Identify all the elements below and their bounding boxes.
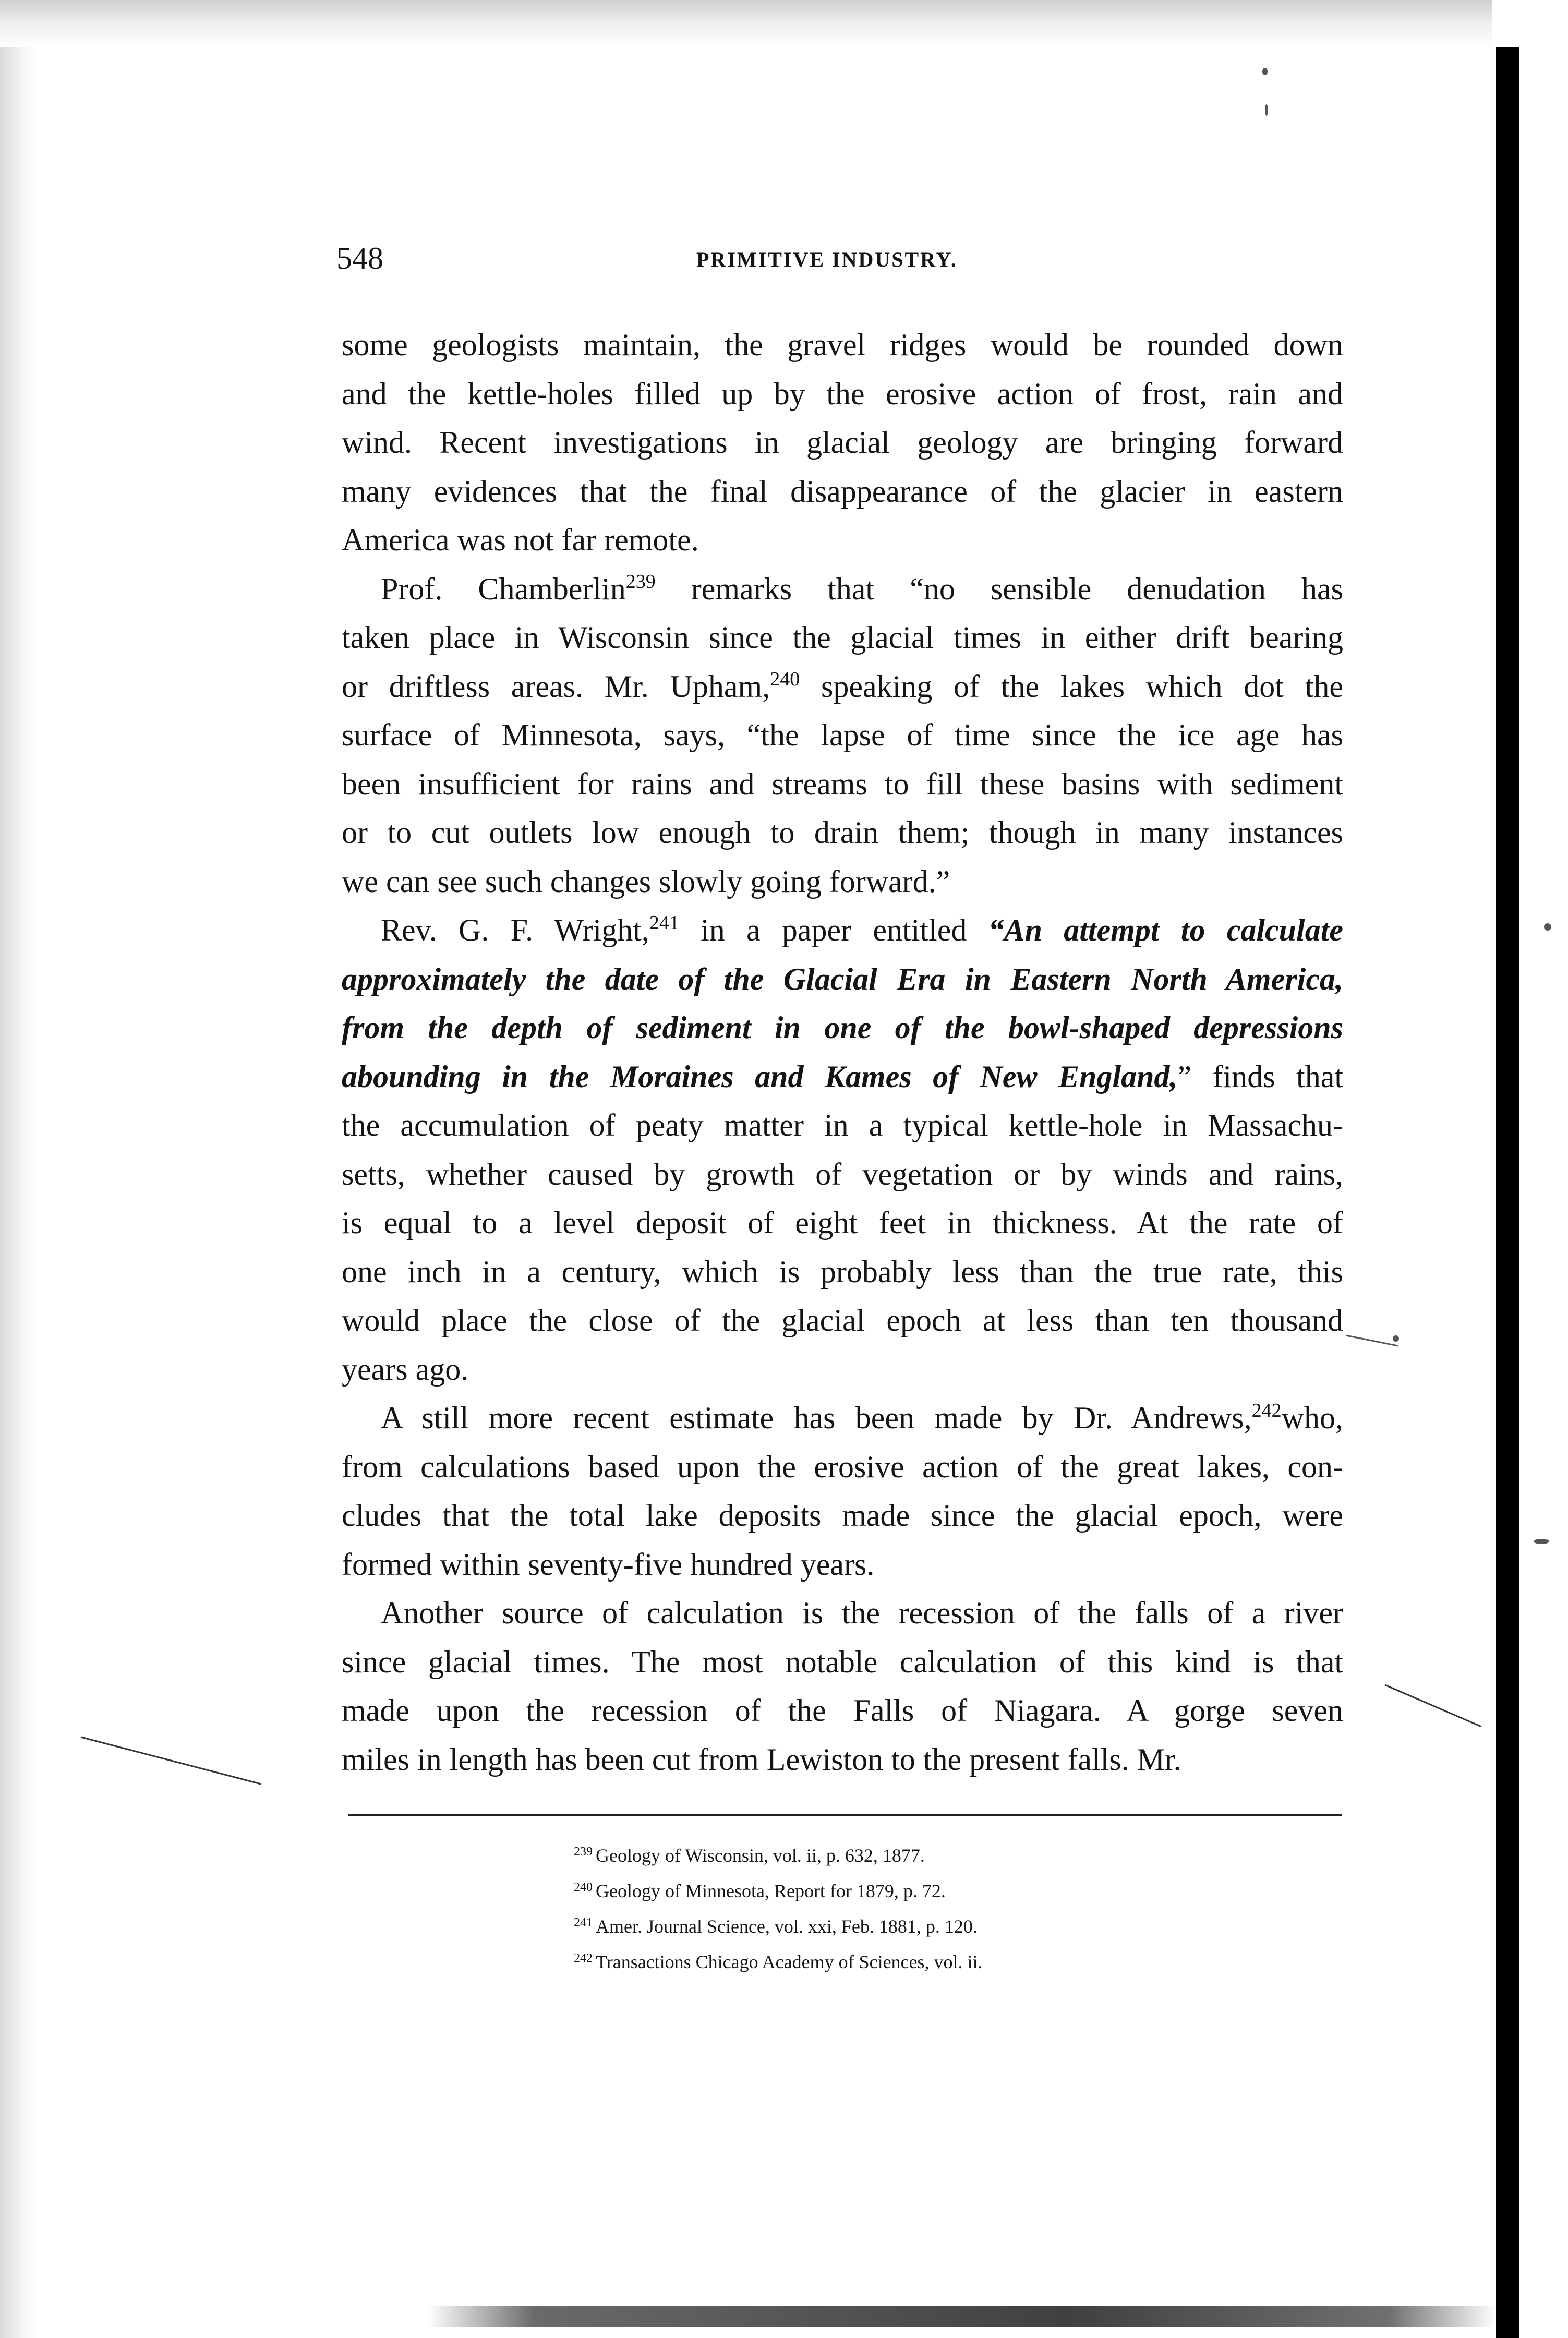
paragraph (342, 1394, 1343, 1589)
footnote-number: 241 (574, 1916, 593, 1930)
paragraph (342, 321, 1343, 565)
footnote-text: Transactions Chicago Academy of Sciences, vol. ii. (596, 1951, 983, 1972)
text-line: is equal to a level deposit of eight feet in thickness. At the rate of (342, 1206, 1343, 1240)
paragraph (342, 906, 1343, 1394)
text-line: the accumulation of peaty matter in a typical kettle-hole in Massachu- (342, 1108, 1343, 1142)
page-header (336, 237, 1343, 279)
text-line: many evidences that the final disappearance of the glacier in eastern (342, 474, 1343, 509)
footnote-text: Amer. Journal Science, vol. xxi, Feb. 1881, p. 120. (596, 1916, 978, 1937)
text-line: years ago. (342, 1352, 469, 1387)
footnote-ref: 239 (625, 570, 656, 593)
text-line: setts, whether caused by growth of vegetation or by winds and rains, (342, 1156, 1343, 1191)
text-line: A still more recent estimate has been made by Dr. Andrews,$^{242}$who, (381, 1400, 1343, 1435)
text-line (342, 955, 1343, 1004)
text-line: some geologists maintain, the gravel ridges would be rounded down (342, 328, 1343, 362)
body-text (342, 321, 1343, 1784)
scan-stroke-right (1385, 1685, 1481, 1727)
footnote (574, 1943, 1200, 1978)
text-line: or to cut outlets low enough to drain them; though in many instances (342, 815, 1343, 850)
text-line: wind. Recent investigations in glacial geology are bringing forward (342, 425, 1343, 460)
text-line (342, 1004, 1343, 1053)
footnote (574, 1872, 1200, 1907)
text-line: or driftless areas. Mr. Upham,$^{240}$ speaking of the lakes which dot the (342, 668, 1343, 704)
footnote-number: 242 (574, 1951, 593, 1965)
text-line: from calculations based upon the erosive action of the great lakes, con- (342, 1449, 1343, 1484)
scan-stroke-left (81, 1737, 261, 1784)
text-line: been insufficient for rains and streams to fill these basins with sediment (342, 766, 1343, 801)
italic-title: approximately the date of the Glacial Era in Eastern North America, (342, 961, 1343, 996)
footnote-ref: 240 (770, 668, 800, 690)
footnote-ref: 242 (1251, 1400, 1282, 1421)
text-line: Prof. Chamberlin$^{239}$ remarks that “no sensible denudation has (381, 570, 1343, 606)
text-line: we can see such changes slowly going forward.” (342, 864, 950, 899)
italic-title: “An attempt to calculate (988, 913, 1343, 947)
text-line: abounding in the Moraines and Kames of New England,” finds that (342, 1059, 1343, 1094)
text-line: made upon the recession of the Falls of Niagara. A gorge seven (342, 1693, 1343, 1728)
footnote-rule (348, 1814, 1342, 1816)
text-line: taken place in Wisconsin since the glacial times in either drift bearing (342, 620, 1343, 655)
text-line: cludes that the total lake deposits made since the glacial epoch, were (342, 1498, 1343, 1533)
running-head: PRIMITIVE INDUSTRY. (696, 248, 958, 271)
footnote (574, 1836, 1200, 1872)
footnote-ref: 241 (649, 912, 679, 934)
text-line: since glacial times. The most notable calculation of this kind is that (342, 1644, 1343, 1679)
footnote-number: 239 (574, 1845, 593, 1859)
text-line: Another source of calculation is the recession of the falls of a river (381, 1596, 1343, 1630)
footnote-text: Geology of Minnesota, Report for 1879, p. 72. (596, 1881, 946, 1901)
footnotes (574, 1836, 1200, 1978)
italic-title: from the depth of sediment in one of the bowl-shaped depressions (342, 1010, 1343, 1045)
paragraph (342, 1589, 1343, 1784)
text-line: one inch in a century, which is probably less than the true rate, this (342, 1254, 1343, 1289)
page-number: 548 (336, 241, 383, 275)
footnote-text: Geology of Wisconsin, vol. ii, p. 632, 1877. (596, 1845, 925, 1866)
text-line: Rev. G. F. Wright,$^{241}$ in a paper entitled “An attempt to calculate (381, 912, 1343, 947)
scan-stroke-mid (1346, 1335, 1398, 1346)
text-line: America was not far remote. (342, 523, 699, 557)
text-line: miles in length has been cut from Lewiston to the present falls. Mr. (342, 1742, 1181, 1777)
italic-title: abounding in the Moraines and Kames of New England, (342, 1059, 1178, 1094)
footnote-number: 240 (574, 1881, 593, 1894)
footnote (574, 1907, 1200, 1943)
text-line: and the kettle-holes filled up by the erosive action of frost, rain and (342, 376, 1343, 411)
text-line: surface of Minnesota, says, “the lapse of time since the ice age has (342, 718, 1343, 752)
text-line: formed within seventy-five hundred years. (342, 1547, 875, 1582)
text-line: would place the close of the glacial epoch at less than ten thousand (342, 1303, 1343, 1337)
paragraph (342, 565, 1343, 907)
